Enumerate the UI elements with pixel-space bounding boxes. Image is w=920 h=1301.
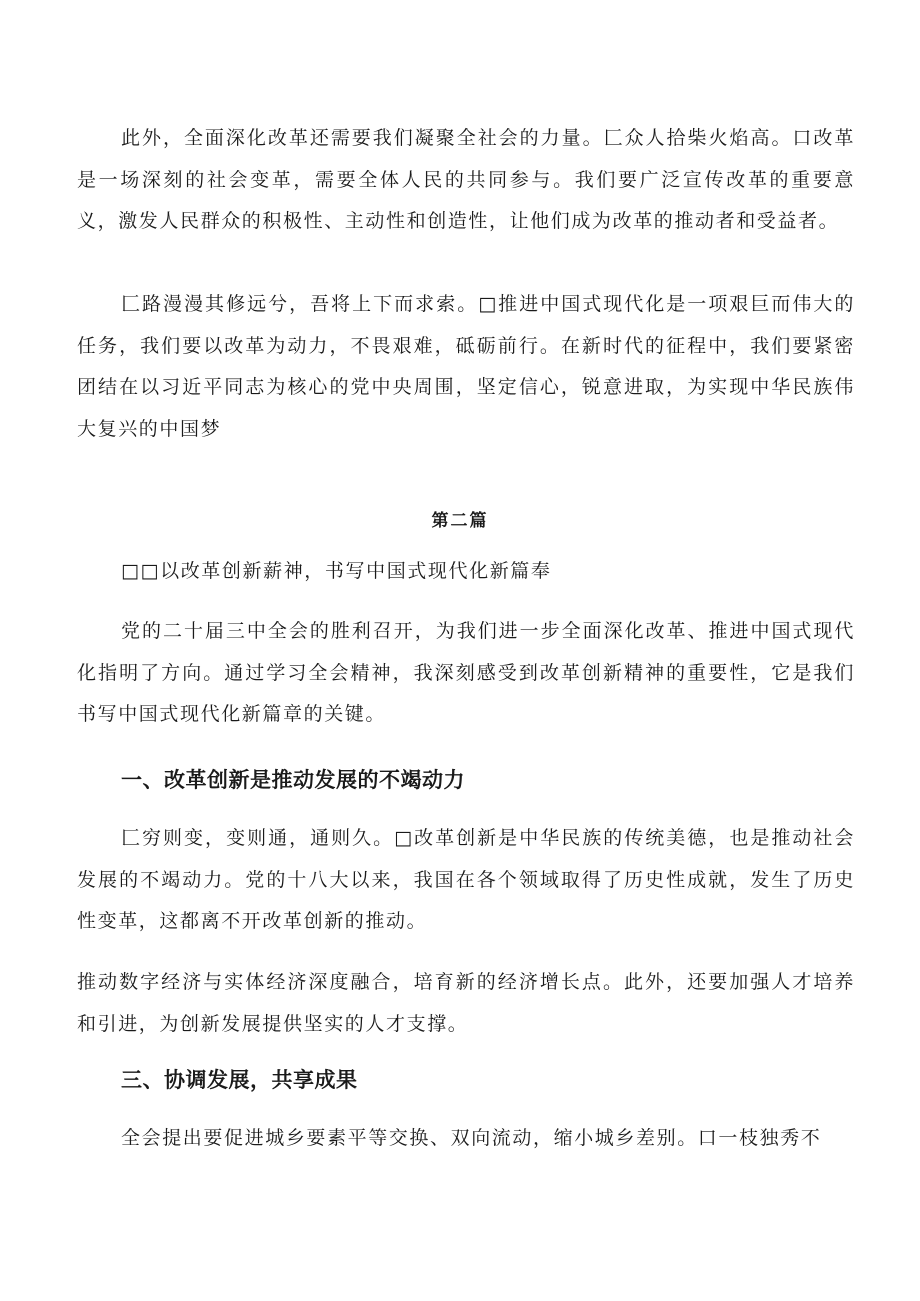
article-subtitle: □□以改革创新薪神，书写中国式现代化新篇奉: [121, 560, 552, 582]
paragraph-digital-economy: 推动数字经济与实体经济深度融合，培育新的经济增长点。此外，还要加强人才培养和引进，为创新发展提供坚实的人才支撑。: [77, 971, 855, 1035]
heading-coordinated-development: 三、协调发展，共享成果: [121, 1068, 358, 1092]
heading-innovation-driving-force: 一、改革创新是推动发展的不竭动力: [121, 768, 465, 792]
paragraph-long-road: 匚路漫漫其修远兮，吾将上下而求索。□推进中国式现代化是一项艰巨而伟大的任务，我们要以改革为动力，不畏艰难，砥砺前行。在新时代的征程中，我们要紧密团结在以习近平同志为核心的党中央周围，坚定信心，锐意进取，为实现中华民族伟大复兴的中国梦: [77, 293, 855, 440]
paragraph-innovation: 匚穷则变，变则通，通则久。□改革创新是中华民族的传统美德，也是推动社会发展的不竭动力。党的十八大以来，我国在各个领域取得了历史性成就，发生了历史性变革，这都离不开改革创新的推动。: [77, 827, 855, 932]
paragraph-plenum-intro: 党的二十届三中全会的胜利召开，为我们进一步全面深化改革、推进中国式现代化指明了方向。通过学习全会精神，我深刻感受到改革创新精神的重要性，它是我们书写中国式现代化新篇章的关键。: [77, 620, 855, 725]
paragraph-social-force: 此外，全面深化改革还需要我们凝聚全社会的力量。匚众人拾柴火焰高。口改革是一场深刻的社会变革，需要全体人民的共同参与。我们要广泛宣传改革的重要意义，激发人民群众的积极性、主动性和创造性，让他们成为改革的推动者和受益者。: [77, 127, 855, 232]
paragraph-urban-rural: 全会提出要促进城乡要素平等交换、双向流动，缩小城乡差别。口一枝独秀不: [121, 1127, 822, 1149]
section-title: 第二篇: [431, 511, 489, 531]
